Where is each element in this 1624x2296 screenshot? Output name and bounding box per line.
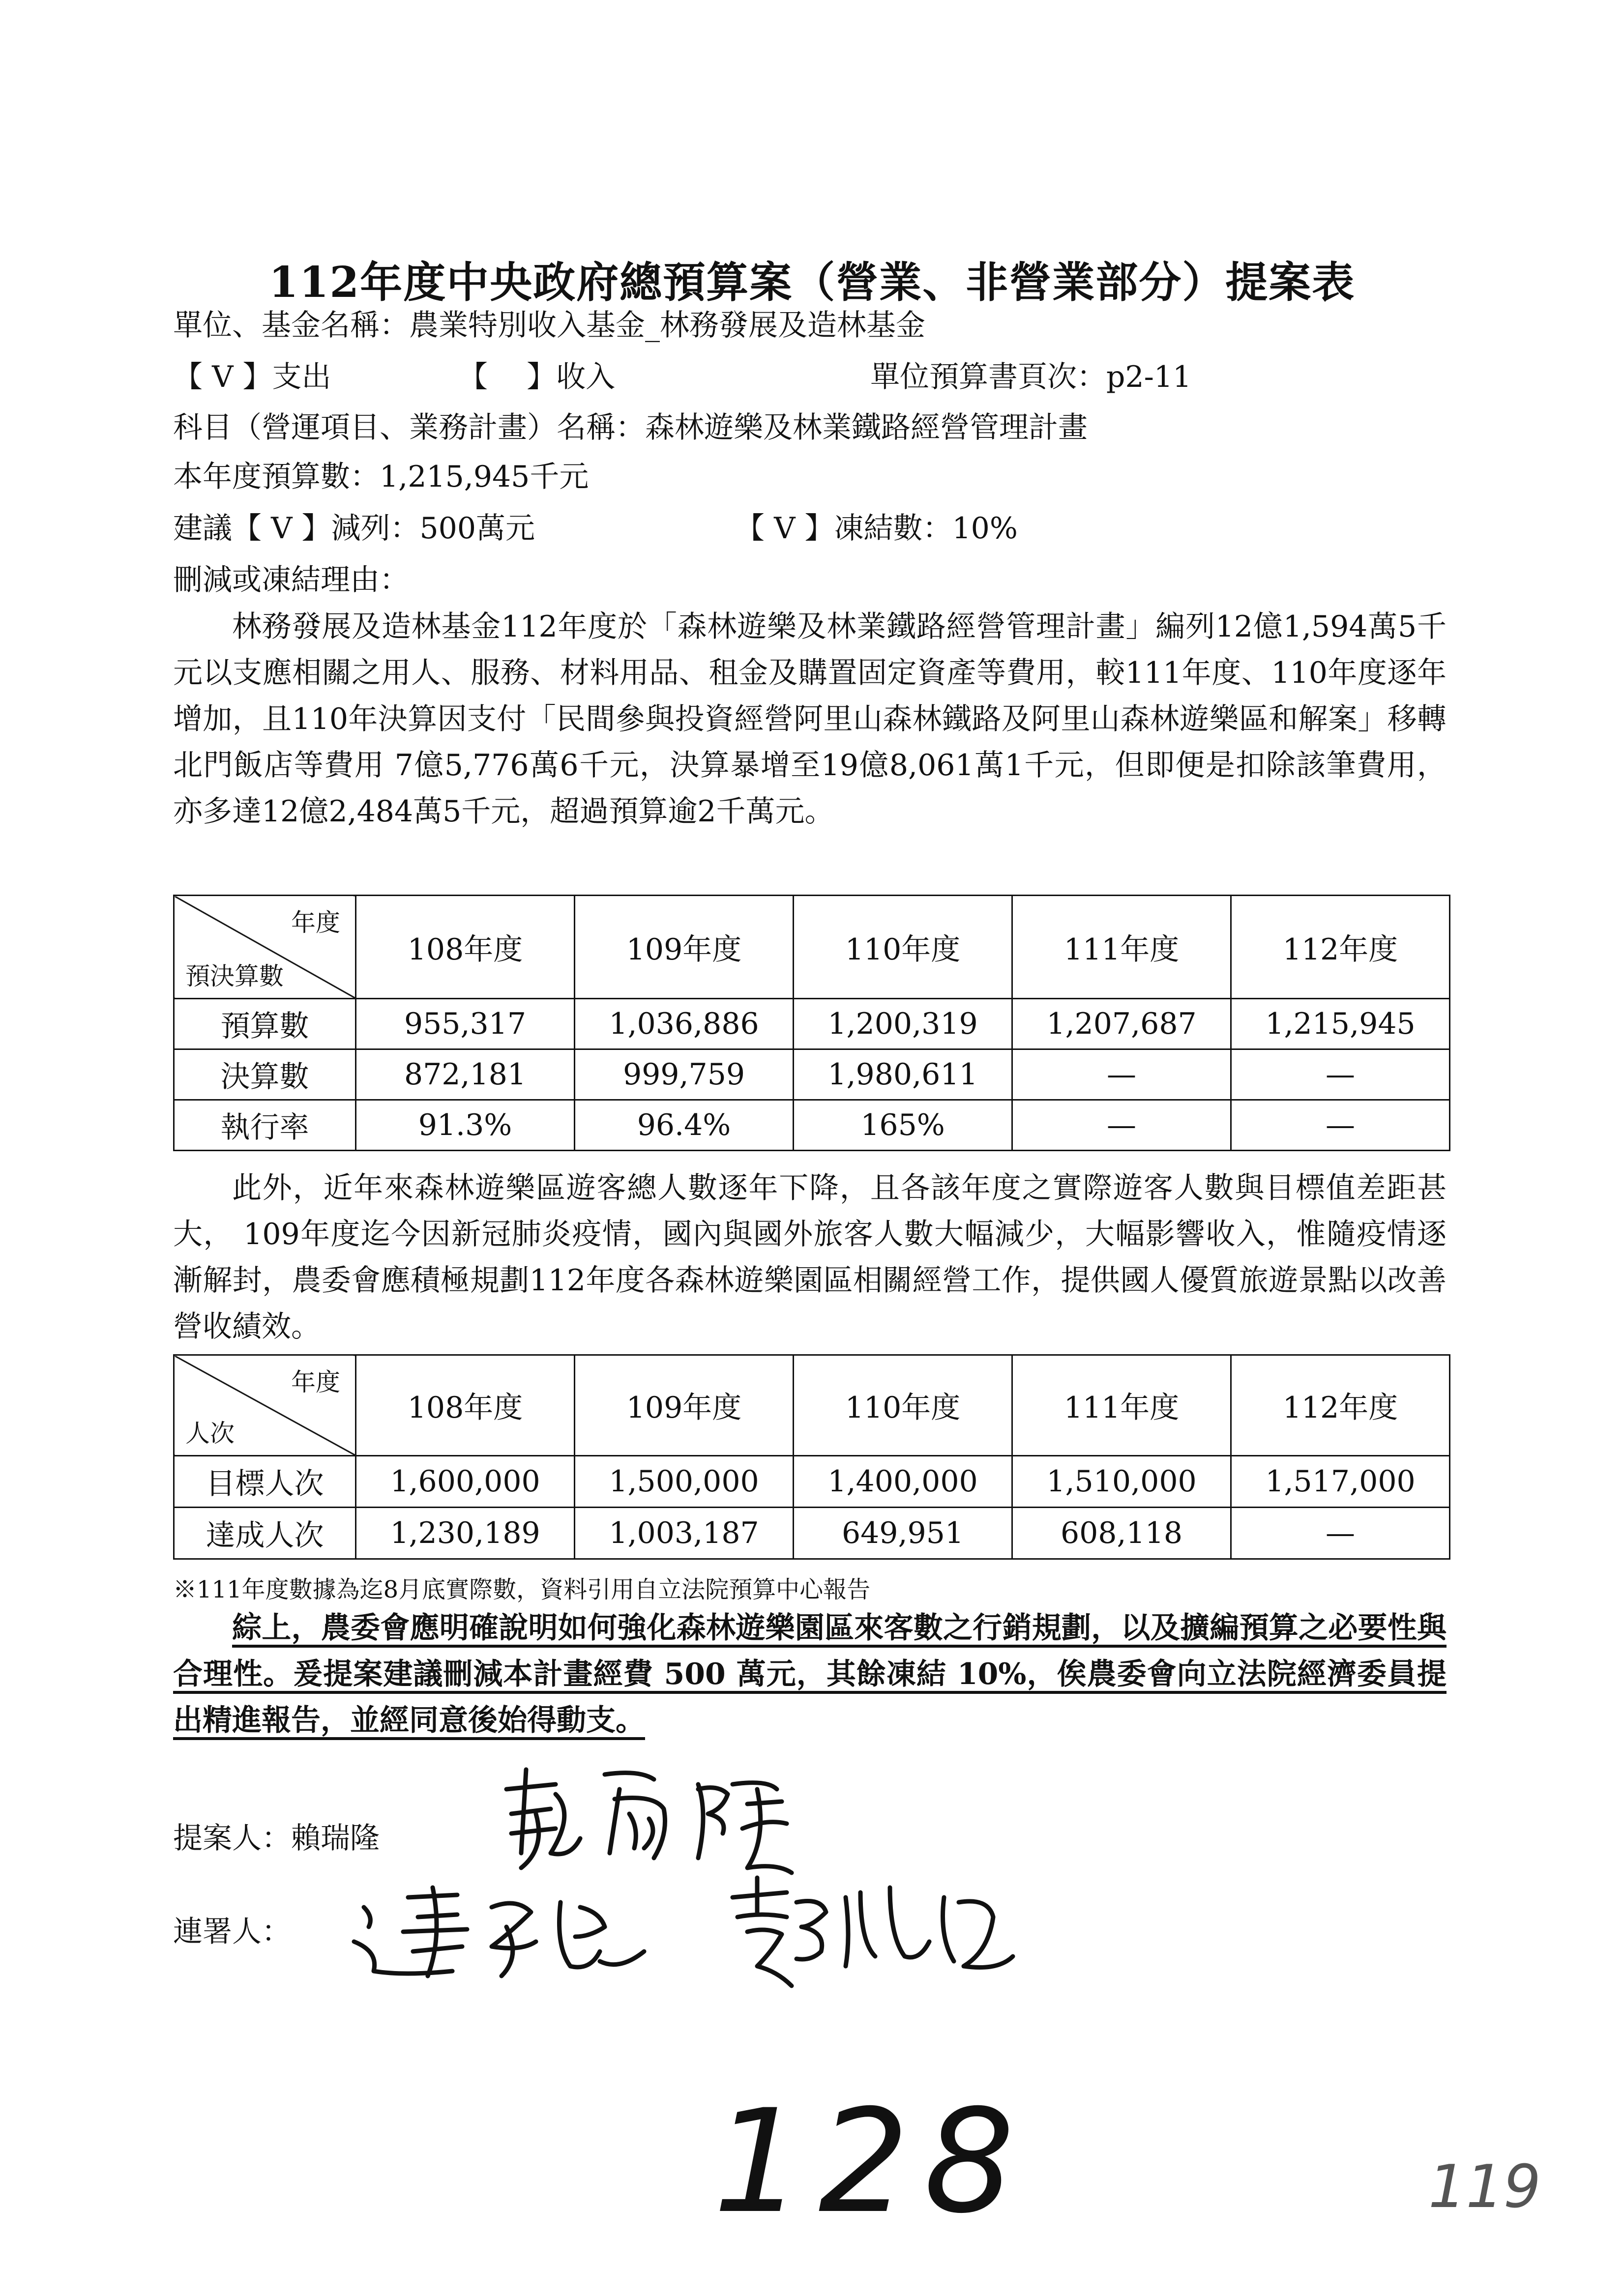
table-cell: 608,118	[1012, 1508, 1231, 1559]
corner-row-label: 人次	[185, 1419, 235, 1448]
table-cell: 872,181	[356, 1049, 575, 1100]
year-header: 108年度	[356, 1355, 575, 1456]
year-header: 111年度	[1012, 1355, 1231, 1456]
table-cell: 999,759	[575, 1049, 794, 1100]
year-header: 112年度	[1231, 896, 1450, 999]
table-cell: 1,517,000	[1231, 1456, 1450, 1508]
type-expense: 【 V 】支出	[173, 360, 331, 394]
table-cell: —	[1231, 1100, 1450, 1151]
table-cell: 165%	[794, 1100, 1012, 1151]
table-cell: 1,215,945	[1231, 999, 1450, 1049]
table-row	[174, 999, 1450, 1049]
conclusion-paragraph: 綜上，農委會應明確說明如何強化森林遊樂園區來客數之行銷規劃，以及擴編預算之必要性與合理性。爰提案建議刪減本計畫經費 500 萬元，其餘凍結 10%，俟農委會向立法院經濟委員提出精進報告，並經同意後始得動支。	[173, 1611, 1447, 1738]
table-cell: 1,036,886	[575, 999, 794, 1049]
budget-amount: 本年度預算數：1,215,945千元	[173, 460, 589, 494]
data-source-note: ※111年度數據為迄8月底實際數，資料引用自立法院預算中心報告	[173, 1576, 871, 1603]
year-header: 112年度	[1231, 1355, 1450, 1456]
corner-year-label: 年度	[291, 1368, 340, 1396]
year-header: 111年度	[1012, 896, 1231, 999]
row-label: 達成人次	[174, 1508, 356, 1559]
table-row	[174, 1508, 1450, 1559]
corner-year-label: 年度	[291, 908, 340, 937]
subject-name: 科目（營運項目、業務計畫）名稱：森林遊樂及林業鐵路經營管理計畫	[173, 410, 1088, 445]
handwritten-number: 128	[713, 2079, 1030, 2245]
table-header-row	[174, 1355, 1450, 1456]
year-header: 110年度	[794, 1355, 1012, 1456]
table-cell: 96.4%	[575, 1100, 794, 1151]
table-cell: 1,980,611	[794, 1049, 1012, 1100]
table-cell: 1,207,687	[1012, 999, 1231, 1049]
table-cell: —	[1231, 1049, 1450, 1100]
row-label: 決算數	[174, 1049, 356, 1100]
table-cell: 1,500,000	[575, 1456, 794, 1508]
suggest-cut: 建議【 V 】減列：500萬元	[173, 511, 535, 546]
visitor-table	[173, 1354, 1450, 1560]
table-cell: 649,951	[794, 1508, 1012, 1559]
cosigner-label: 連署人：	[173, 1915, 291, 1949]
table-cell: 91.3%	[356, 1100, 575, 1151]
year-header: 110年度	[794, 896, 1012, 999]
document-title: 112年度中央政府總預算案（營業、非營業部分）提案表	[268, 258, 1356, 307]
reason-paragraph-2: 此外，近年來森林遊樂區遊客總人數逐年下降，且各該年度之實際遊客人數與目標值差距甚大， 109年度迄今因新冠肺炎疫情，國內與國外旅客人數大幅減少，大幅影響收入，惟隨疫情逐漸解封，農委會應積極規劃112年度各森林遊樂園區相關經營工作，提供國人優質旅遊景點以改善營收績效。	[173, 1171, 1447, 1344]
table-cell: 955,317	[356, 999, 575, 1049]
table-corner	[174, 896, 356, 999]
table-cell: 1,510,000	[1012, 1456, 1231, 1508]
page-number: 119	[1428, 2153, 1541, 2221]
budget-table	[173, 895, 1450, 1151]
suggest-freeze: 【 V 】凍結數：10%	[735, 511, 1018, 546]
proposer-signature	[492, 1755, 797, 1883]
table-cell: —	[1012, 1100, 1231, 1151]
year-header: 108年度	[356, 896, 575, 999]
table-cell: 1,600,000	[356, 1456, 575, 1508]
table-cell: 1,400,000	[794, 1456, 1012, 1508]
proposer-label: 提案人：賴瑞隆	[173, 1821, 380, 1856]
table-cell: —	[1012, 1049, 1231, 1100]
table-row	[174, 1456, 1450, 1508]
table-row	[174, 1100, 1450, 1151]
table-cell: 1,003,187	[575, 1508, 794, 1559]
row-label: 目標人次	[174, 1456, 356, 1508]
cosigner-signature-2	[713, 1868, 1018, 1991]
table-header-row	[174, 896, 1450, 999]
row-label: 執行率	[174, 1100, 356, 1151]
reason-label: 刪減或凍結理由：	[173, 563, 409, 597]
table-cell: —	[1231, 1508, 1450, 1559]
unit-fund-name: 單位、基金名稱：農業特別收入基金_林務發展及造林基金	[173, 308, 925, 343]
year-header: 109年度	[575, 1355, 794, 1456]
corner-row-label: 預決算數	[185, 962, 284, 990]
budget-page-ref: 單位預算書頁次：p2-11	[870, 360, 1192, 394]
table-corner	[174, 1355, 356, 1456]
year-header: 109年度	[575, 896, 794, 999]
type-income: 【 】收入	[458, 360, 616, 394]
table-cell: 1,200,319	[794, 999, 1012, 1049]
table-row	[174, 1049, 1450, 1100]
reason-paragraph-1: 林務發展及造林基金112年度於「森林遊樂及林業鐵路經營管理計畫」編列12億1,594萬5千元以支應相關之用人、服務、材料用品、租金及購置固定資產等費用，較111年度、110年度逐年增加，且110年決算因支付「民間參與投資經營阿里山森林鐵路及阿里山森林遊樂區和解案」移轉北門飯店等費用 7億5,776萬6千元，決算暴增至19億8,061萬1千元，但即便是扣除該筆費用，亦多達12億2,484萬5千元，超過預算逾2千萬元。	[173, 610, 1447, 829]
table-cell: 1,230,189	[356, 1508, 575, 1559]
cosigner-signature-1	[344, 1878, 654, 1986]
row-label: 預算數	[174, 999, 356, 1049]
